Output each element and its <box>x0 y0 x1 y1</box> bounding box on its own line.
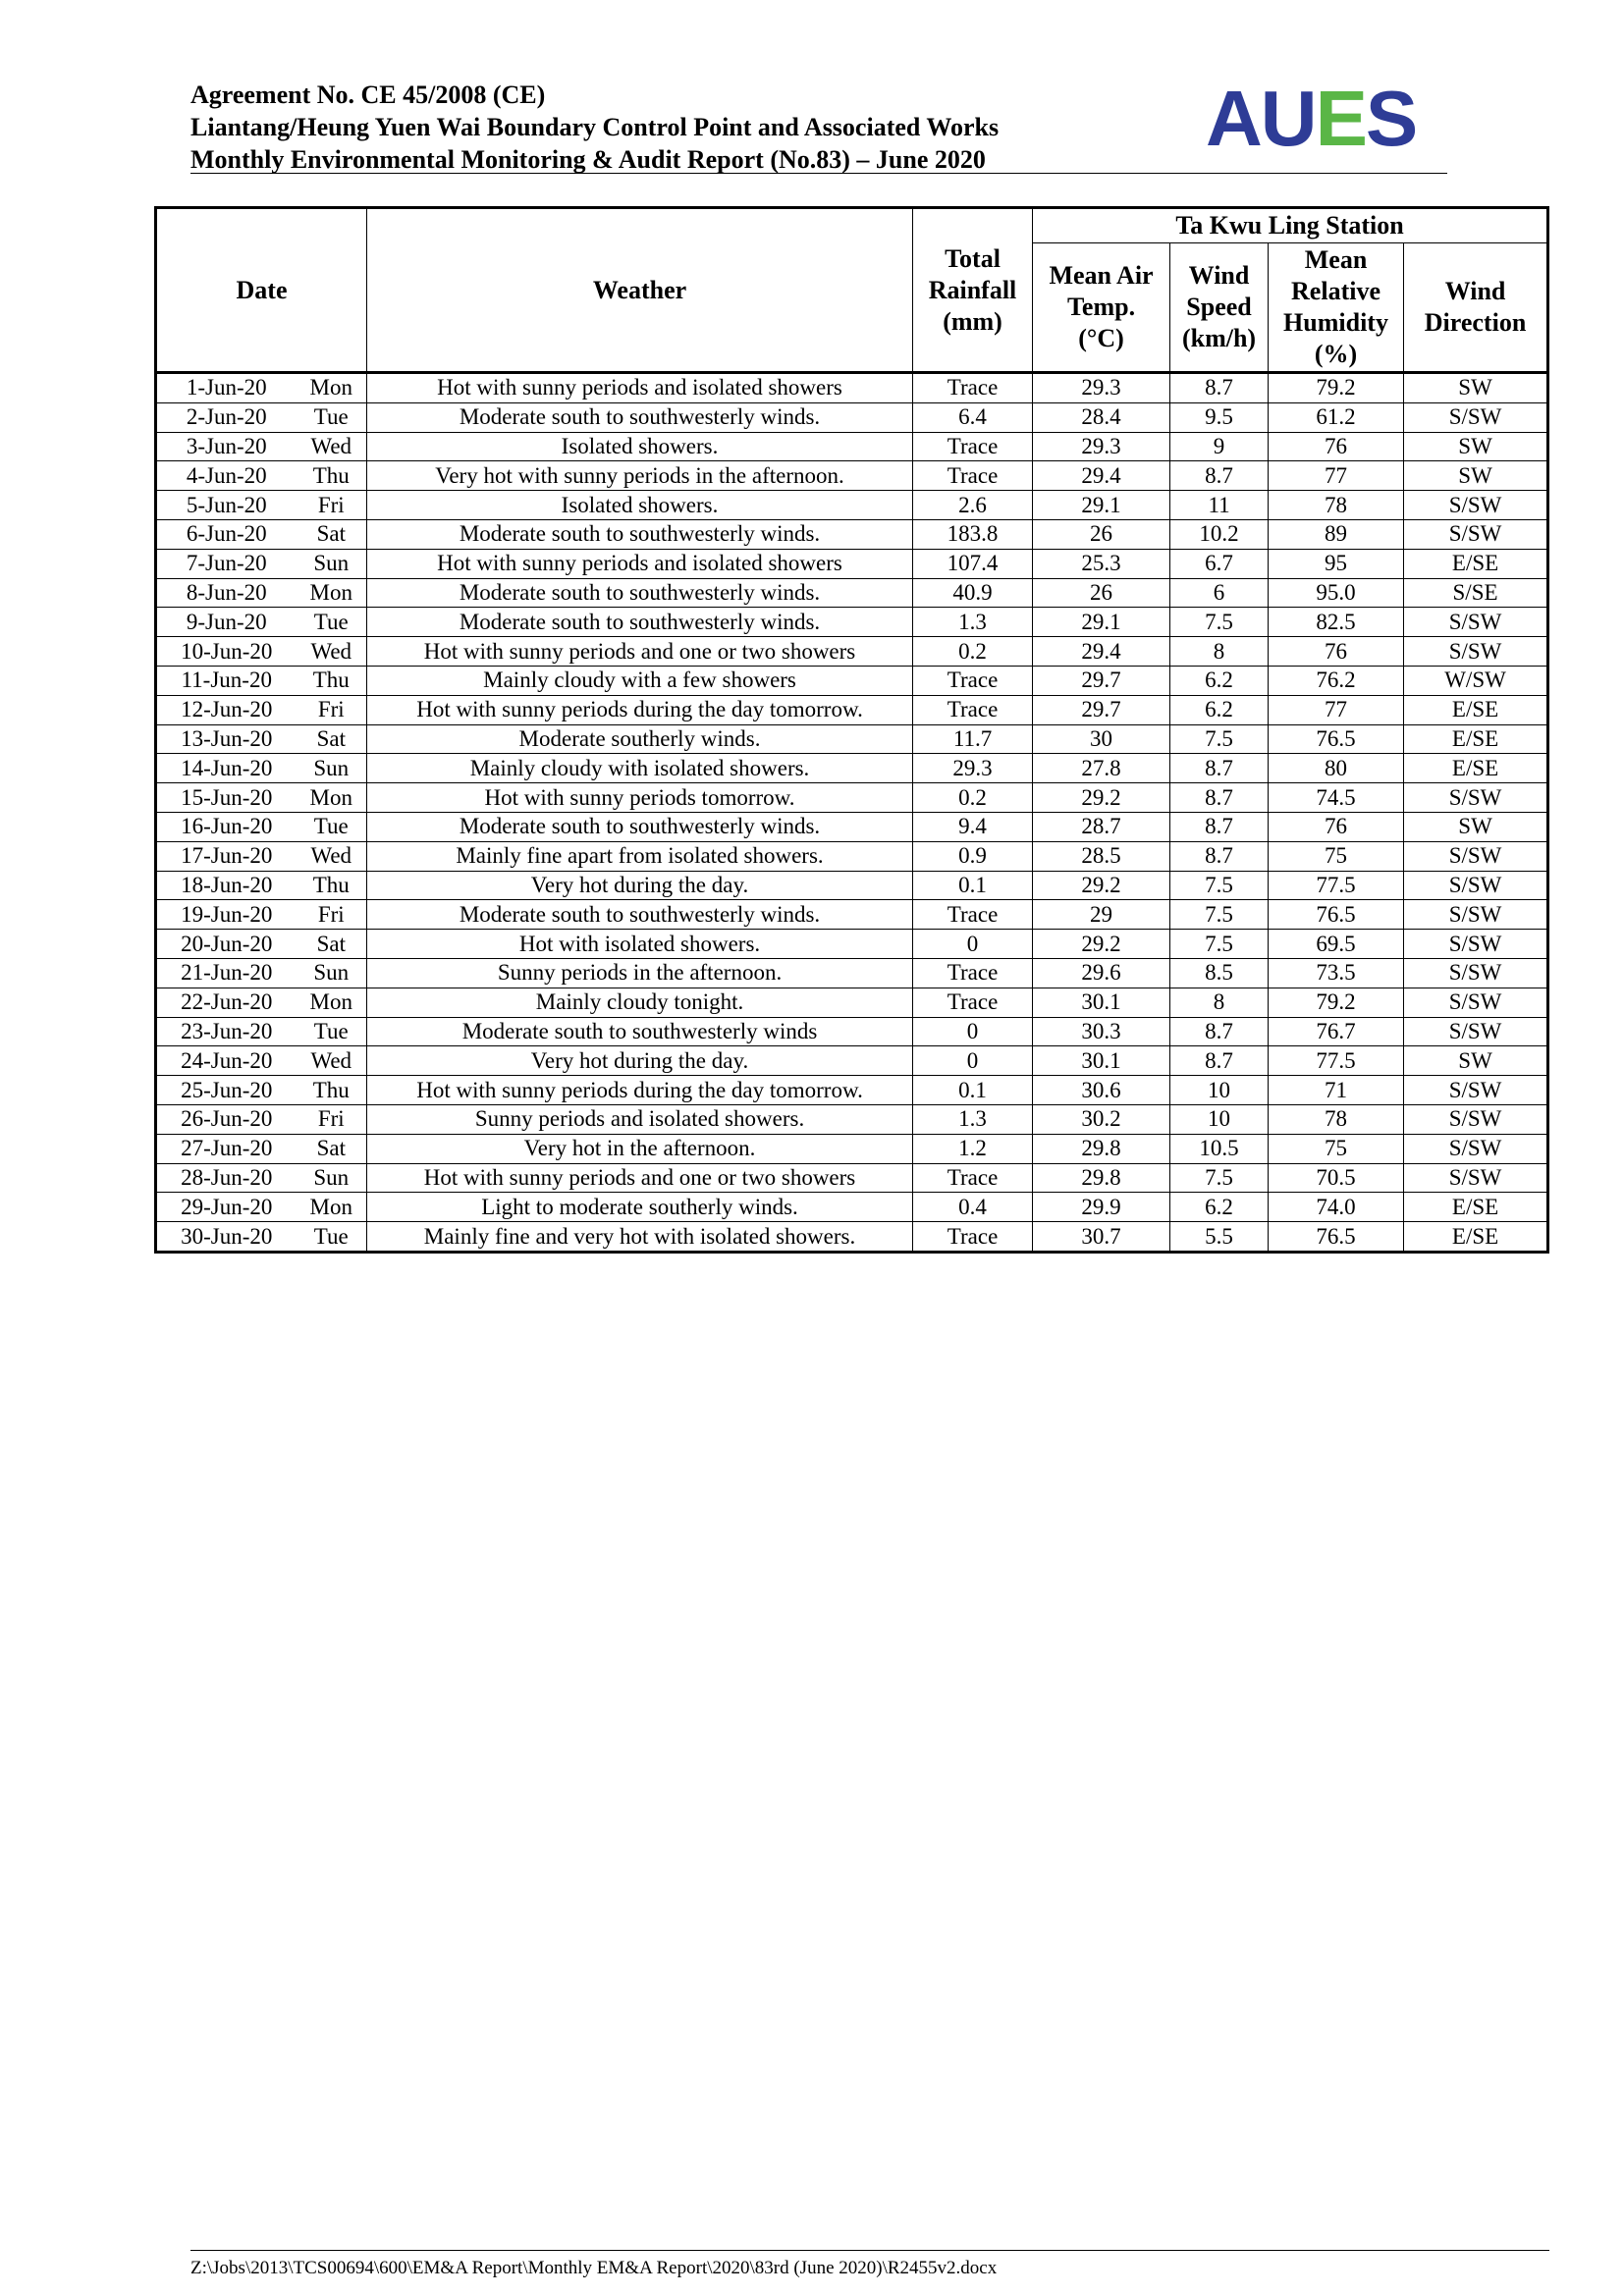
wind-speed-cell: 10.5 <box>1170 1134 1269 1163</box>
rainfall-cell: Trace <box>913 988 1033 1017</box>
humidity-cell: 78 <box>1269 1104 1404 1134</box>
wind-direction-cell: S/SW <box>1404 519 1548 549</box>
table-row <box>156 1134 1548 1163</box>
humidity-cell: 74.5 <box>1269 783 1404 813</box>
rainfall-cell: 11.7 <box>913 724 1033 754</box>
weather-header: Weather <box>367 208 913 373</box>
table-row <box>156 578 1548 608</box>
wind-direction-cell: SW <box>1404 432 1548 461</box>
date-cell: 19-Jun-20 <box>156 900 297 930</box>
date-cell: 28-Jun-20 <box>156 1163 297 1193</box>
rainfall-cell: 6.4 <box>913 402 1033 432</box>
date-cell: 20-Jun-20 <box>156 930 297 959</box>
wind-speed-cell: 5.5 <box>1170 1222 1269 1253</box>
rainfall-cell: 183.8 <box>913 519 1033 549</box>
humidity-cell: 69.5 <box>1269 930 1404 959</box>
weather-cell: Moderate southerly winds. <box>367 724 913 754</box>
humidity-cell: 79.2 <box>1269 988 1404 1017</box>
rainfall-cell: 40.9 <box>913 578 1033 608</box>
weather-cell: Mainly cloudy with isolated showers. <box>367 754 913 783</box>
wind-direction-cell: SW <box>1404 1046 1548 1076</box>
table-row <box>156 1076 1548 1105</box>
temperature-cell: 29.2 <box>1033 930 1170 959</box>
date-cell: 25-Jun-20 <box>156 1076 297 1105</box>
date-cell: 11-Jun-20 <box>156 666 297 695</box>
wind-speed-cell: 7.5 <box>1170 871 1269 900</box>
temperature-cell: 30 <box>1033 724 1170 754</box>
table-row <box>156 812 1548 841</box>
date-cell: 10-Jun-20 <box>156 637 297 667</box>
humidity-cell: 77.5 <box>1269 1046 1404 1076</box>
wind-speed-cell: 8 <box>1170 988 1269 1017</box>
humidity-cell: 78 <box>1269 491 1404 520</box>
header-divider <box>190 173 1447 174</box>
aues-logo <box>1206 79 1441 157</box>
rainfall-cell: 1.2 <box>913 1134 1033 1163</box>
temperature-cell: 29.4 <box>1033 637 1170 667</box>
temperature-cell: 30.2 <box>1033 1104 1170 1134</box>
date-cell: 16-Jun-20 <box>156 812 297 841</box>
humidity-cell: 76 <box>1269 432 1404 461</box>
rainfall-cell: 0.2 <box>913 783 1033 813</box>
date-cell: 23-Jun-20 <box>156 1017 297 1046</box>
temperature-cell: 28.7 <box>1033 812 1170 841</box>
table-row <box>156 373 1548 403</box>
weather-cell: Moderate south to southwesterly winds. <box>367 578 913 608</box>
weather-cell: Hot with sunny periods and one or two showers <box>367 1163 913 1193</box>
wind-direction-cell: E/SE <box>1404 724 1548 754</box>
weather-cell: Moderate south to southwesterly winds. <box>367 519 913 549</box>
table-row <box>156 402 1548 432</box>
weather-cell: Sunny periods and isolated showers. <box>367 1104 913 1134</box>
weather-cell: Isolated showers. <box>367 432 913 461</box>
table-row <box>156 871 1548 900</box>
rainfall-cell: 1.3 <box>913 1104 1033 1134</box>
day-cell: Tue <box>297 1017 367 1046</box>
rainfall-cell: 0 <box>913 930 1033 959</box>
humidity-cell: 89 <box>1269 519 1404 549</box>
wind-direction-cell: E/SE <box>1404 1193 1548 1222</box>
wind-speed-cell: 11 <box>1170 491 1269 520</box>
humidity-cell: 79.2 <box>1269 373 1404 403</box>
temperature-cell: 29.2 <box>1033 783 1170 813</box>
humidity-cell: 73.5 <box>1269 958 1404 988</box>
temperature-cell: 29.8 <box>1033 1163 1170 1193</box>
day-cell: Sat <box>297 930 367 959</box>
wind-speed-cell: 9 <box>1170 432 1269 461</box>
humidity-cell: 61.2 <box>1269 402 1404 432</box>
date-cell: 26-Jun-20 <box>156 1104 297 1134</box>
humidity-cell: 76.2 <box>1269 666 1404 695</box>
date-cell: 30-Jun-20 <box>156 1222 297 1253</box>
wind-speed-cell: 8.7 <box>1170 373 1269 403</box>
wind-direction-cell: E/SE <box>1404 549 1548 578</box>
humidity-cell: 74.0 <box>1269 1193 1404 1222</box>
temperature-cell: 28.4 <box>1033 402 1170 432</box>
temperature-cell: 29.8 <box>1033 1134 1170 1163</box>
date-cell: 1-Jun-20 <box>156 373 297 403</box>
table-row <box>156 1017 1548 1046</box>
rainfall-cell: 0.2 <box>913 637 1033 667</box>
weather-cell: Mainly fine apart from isolated showers. <box>367 841 913 871</box>
wind-speed-cell: 8.7 <box>1170 841 1269 871</box>
date-cell: 7-Jun-20 <box>156 549 297 578</box>
wind-direction-cell: E/SE <box>1404 754 1548 783</box>
wind-direction-cell: S/SW <box>1404 608 1548 637</box>
wind-speed-cell: 7.5 <box>1170 1163 1269 1193</box>
day-cell: Tue <box>297 812 367 841</box>
date-header: Date <box>156 208 367 373</box>
rainfall-cell: Trace <box>913 958 1033 988</box>
date-cell: 22-Jun-20 <box>156 988 297 1017</box>
weather-cell: Mainly fine and very hot with isolated showers. <box>367 1222 913 1253</box>
table-row <box>156 549 1548 578</box>
wind-speed-cell: 8.7 <box>1170 754 1269 783</box>
day-cell: Thu <box>297 666 367 695</box>
day-cell: Sun <box>297 754 367 783</box>
wind-direction-cell: S/SW <box>1404 637 1548 667</box>
rainfall-cell: 2.6 <box>913 491 1033 520</box>
date-cell: 2-Jun-20 <box>156 402 297 432</box>
humidity-cell: 82.5 <box>1269 608 1404 637</box>
footer-divider <box>190 2250 1549 2251</box>
rainfall-cell: 0.4 <box>913 1193 1033 1222</box>
date-cell: 6-Jun-20 <box>156 519 297 549</box>
temperature-cell: 29.7 <box>1033 666 1170 695</box>
wind-direction-cell: S/SW <box>1404 930 1548 959</box>
temperature-cell: 30.1 <box>1033 988 1170 1017</box>
rainfall-cell: Trace <box>913 373 1033 403</box>
temperature-cell: 26 <box>1033 578 1170 608</box>
temperature-cell: 25.3 <box>1033 549 1170 578</box>
day-cell: Mon <box>297 988 367 1017</box>
weather-cell: Sunny periods in the afternoon. <box>367 958 913 988</box>
svg-text:AUES <box>1206 79 1416 157</box>
wind-direction-cell: S/SW <box>1404 988 1548 1017</box>
wind-speed-cell: 7.5 <box>1170 724 1269 754</box>
rainfall-cell: Trace <box>913 666 1033 695</box>
weather-cell: Mainly cloudy tonight. <box>367 988 913 1017</box>
rainfall-cell: Trace <box>913 461 1033 491</box>
wind-speed-cell: 8.7 <box>1170 1046 1269 1076</box>
table-row <box>156 900 1548 930</box>
temperature-cell: 30.1 <box>1033 1046 1170 1076</box>
rainfall-cell: 0 <box>913 1017 1033 1046</box>
logo-letter-u: U <box>1260 79 1316 157</box>
rainfall-header: Total Rainfall (mm) <box>913 208 1033 373</box>
date-cell: 27-Jun-20 <box>156 1134 297 1163</box>
temperature-cell: 29.3 <box>1033 432 1170 461</box>
day-cell: Mon <box>297 1193 367 1222</box>
humidity-cell: 76.5 <box>1269 900 1404 930</box>
wind-speed-cell: 7.5 <box>1170 608 1269 637</box>
wind-speed-cell: 10.2 <box>1170 519 1269 549</box>
wind-speed-cell: 8.7 <box>1170 812 1269 841</box>
table-row <box>156 461 1548 491</box>
day-cell: Tue <box>297 402 367 432</box>
day-cell: Thu <box>297 1076 367 1105</box>
temperature-cell: 29.1 <box>1033 608 1170 637</box>
rainfall-cell: 0.1 <box>913 1076 1033 1105</box>
wind-direction-cell: S/SE <box>1404 578 1548 608</box>
rainfall-cell: 29.3 <box>913 754 1033 783</box>
file-path: Z:\Jobs\2013\TCS00694\600\EM&A Report\Monthly EM&A Report\2020\83rd (June 2020)\R2455v2.docx <box>190 2258 998 2278</box>
temperature-cell: 26 <box>1033 519 1170 549</box>
day-cell: Tue <box>297 608 367 637</box>
wind-speed-cell: 8.7 <box>1170 783 1269 813</box>
weather-cell: Hot with sunny periods and one or two showers <box>367 637 913 667</box>
wind-speed-cell: 8.5 <box>1170 958 1269 988</box>
table-row <box>156 432 1548 461</box>
weather-cell: Hot with isolated showers. <box>367 930 913 959</box>
rainfall-cell: 107.4 <box>913 549 1033 578</box>
day-cell: Mon <box>297 373 367 403</box>
temperature-cell: 29.1 <box>1033 491 1170 520</box>
day-cell: Mon <box>297 783 367 813</box>
table-row <box>156 491 1548 520</box>
table-row <box>156 1046 1548 1076</box>
temperature-cell: 29.2 <box>1033 871 1170 900</box>
wind-speed-header: Wind Speed (km/h) <box>1170 243 1269 373</box>
weather-cell: Hot with sunny periods and isolated showers <box>367 549 913 578</box>
weather-cell: Moderate south to southwesterly winds. <box>367 402 913 432</box>
date-cell: 4-Jun-20 <box>156 461 297 491</box>
rainfall-cell: 0.1 <box>913 871 1033 900</box>
weather-cell: Very hot with sunny periods in the afternoon. <box>367 461 913 491</box>
temperature-cell: 29.9 <box>1033 1193 1170 1222</box>
date-cell: 24-Jun-20 <box>156 1046 297 1076</box>
wind-direction-cell: S/SW <box>1404 402 1548 432</box>
weather-cell: Moderate south to southwesterly winds. <box>367 812 913 841</box>
wind-speed-cell: 6.7 <box>1170 549 1269 578</box>
wind-direction-cell: S/SW <box>1404 958 1548 988</box>
wind-speed-cell: 10 <box>1170 1104 1269 1134</box>
weather-cell: Hot with sunny periods tomorrow. <box>367 783 913 813</box>
humidity-cell: 95 <box>1269 549 1404 578</box>
date-cell: 29-Jun-20 <box>156 1193 297 1222</box>
wind-direction-cell: SW <box>1404 461 1548 491</box>
humidity-cell: 75 <box>1269 1134 1404 1163</box>
table-row <box>156 958 1548 988</box>
table-row <box>156 1222 1548 1253</box>
date-cell: 3-Jun-20 <box>156 432 297 461</box>
table-row <box>156 841 1548 871</box>
day-cell: Fri <box>297 491 367 520</box>
weather-cell: Moderate south to southwesterly winds. <box>367 608 913 637</box>
temperature-cell: 29.3 <box>1033 373 1170 403</box>
table-row <box>156 519 1548 549</box>
wind-direction-cell: S/SW <box>1404 491 1548 520</box>
humidity-cell: 80 <box>1269 754 1404 783</box>
date-cell: 14-Jun-20 <box>156 754 297 783</box>
humidity-cell: 71 <box>1269 1076 1404 1105</box>
table-row <box>156 754 1548 783</box>
wind-speed-cell: 6.2 <box>1170 695 1269 724</box>
rainfall-cell: 9.4 <box>913 812 1033 841</box>
day-cell: Thu <box>297 461 367 491</box>
wind-speed-cell: 9.5 <box>1170 402 1269 432</box>
temperature-cell: 30.7 <box>1033 1222 1170 1253</box>
table-row <box>156 783 1548 813</box>
day-cell: Sat <box>297 519 367 549</box>
wind-direction-cell: E/SE <box>1404 695 1548 724</box>
wind-direction-cell: E/SE <box>1404 1222 1548 1253</box>
date-cell: 13-Jun-20 <box>156 724 297 754</box>
humidity-cell: 77 <box>1269 695 1404 724</box>
rainfall-cell: 1.3 <box>913 608 1033 637</box>
date-cell: 9-Jun-20 <box>156 608 297 637</box>
weather-cell: Hot with sunny periods during the day tomorrow. <box>367 695 913 724</box>
humidity-cell: 76 <box>1269 637 1404 667</box>
rainfall-cell: 0 <box>913 1046 1033 1076</box>
date-cell: 18-Jun-20 <box>156 871 297 900</box>
humidity-cell: 76.7 <box>1269 1017 1404 1046</box>
date-cell: 15-Jun-20 <box>156 783 297 813</box>
wind-speed-cell: 8.7 <box>1170 1017 1269 1046</box>
wind-speed-cell: 7.5 <box>1170 900 1269 930</box>
weather-cell: Light to moderate southerly winds. <box>367 1193 913 1222</box>
table-row <box>156 1193 1548 1222</box>
rainfall-cell: Trace <box>913 695 1033 724</box>
wind-direction-cell: SW <box>1404 373 1548 403</box>
logo-letter-a: A <box>1206 79 1261 157</box>
temperature-cell: 27.8 <box>1033 754 1170 783</box>
weather-cell: Hot with sunny periods during the day tomorrow. <box>367 1076 913 1105</box>
day-cell: Wed <box>297 1046 367 1076</box>
humidity-cell: 76.5 <box>1269 1222 1404 1253</box>
weather-cell: Very hot during the day. <box>367 1046 913 1076</box>
weather-cell: Hot with sunny periods and isolated showers <box>367 373 913 403</box>
weather-cell: Moderate south to southwesterly winds. <box>367 900 913 930</box>
humidity-cell: 70.5 <box>1269 1163 1404 1193</box>
temperature-cell: 29.6 <box>1033 958 1170 988</box>
weather-table-body <box>156 373 1548 1253</box>
table-row <box>156 930 1548 959</box>
wind-speed-cell: 7.5 <box>1170 930 1269 959</box>
humidity-cell: 77.5 <box>1269 871 1404 900</box>
table-row <box>156 1163 1548 1193</box>
report-title: Monthly Environmental Monitoring & Audit Report (No.83) – June 2020 <box>190 145 986 174</box>
wind-direction-cell: S/SW <box>1404 1163 1548 1193</box>
temperature-cell: 29.7 <box>1033 695 1170 724</box>
temperature-cell: 29 <box>1033 900 1170 930</box>
table-row <box>156 1104 1548 1134</box>
wind-direction-cell: S/SW <box>1404 900 1548 930</box>
rainfall-cell: Trace <box>913 1222 1033 1253</box>
logo-letter-e: E <box>1315 79 1366 157</box>
wind-speed-cell: 6.2 <box>1170 666 1269 695</box>
table-row <box>156 695 1548 724</box>
weather-cell: Moderate south to southwesterly winds <box>367 1017 913 1046</box>
humidity-cell: 77 <box>1269 461 1404 491</box>
wind-speed-cell: 6.2 <box>1170 1193 1269 1222</box>
date-cell: 8-Jun-20 <box>156 578 297 608</box>
logo-letter-s: S <box>1365 79 1417 157</box>
day-cell: Tue <box>297 1222 367 1253</box>
station-header: Ta Kwu Ling Station <box>1033 208 1548 243</box>
weather-table <box>154 206 1549 1254</box>
humidity-cell: 76 <box>1269 812 1404 841</box>
day-cell: Wed <box>297 637 367 667</box>
weather-cell: Very hot during the day. <box>367 871 913 900</box>
day-cell: Sat <box>297 724 367 754</box>
humidity-header: Mean Relative Humidity (%) <box>1269 243 1404 373</box>
weather-cell: Isolated showers. <box>367 491 913 520</box>
table-row <box>156 666 1548 695</box>
rainfall-cell: Trace <box>913 900 1033 930</box>
wind-speed-cell: 10 <box>1170 1076 1269 1105</box>
table-row <box>156 637 1548 667</box>
table-row <box>156 988 1548 1017</box>
table-row <box>156 608 1548 637</box>
temperature-cell: 29.4 <box>1033 461 1170 491</box>
date-cell: 12-Jun-20 <box>156 695 297 724</box>
wind-speed-cell: 6 <box>1170 578 1269 608</box>
temperature-cell: 30.6 <box>1033 1076 1170 1105</box>
day-cell: Thu <box>297 871 367 900</box>
rainfall-cell: Trace <box>913 432 1033 461</box>
wind-direction-cell: S/SW <box>1404 1017 1548 1046</box>
wind-speed-cell: 8 <box>1170 637 1269 667</box>
agreement-number: Agreement No. CE 45/2008 (CE) <box>190 80 546 109</box>
wind-speed-cell: 8.7 <box>1170 461 1269 491</box>
date-cell: 21-Jun-20 <box>156 958 297 988</box>
day-cell: Sat <box>297 1134 367 1163</box>
wind-direction-cell: S/SW <box>1404 1076 1548 1105</box>
wind-direction-cell: SW <box>1404 812 1548 841</box>
temperature-cell: 28.5 <box>1033 841 1170 871</box>
humidity-cell: 76.5 <box>1269 724 1404 754</box>
temperature-header: Mean Air Temp. (°C) <box>1033 243 1170 373</box>
day-cell: Fri <box>297 695 367 724</box>
weather-cell: Very hot in the afternoon. <box>367 1134 913 1163</box>
day-cell: Sun <box>297 1163 367 1193</box>
day-cell: Fri <box>297 1104 367 1134</box>
rainfall-cell: 0.9 <box>913 841 1033 871</box>
day-cell: Sun <box>297 549 367 578</box>
wind-direction-cell: S/SW <box>1404 1134 1548 1163</box>
wind-direction-cell: S/SW <box>1404 871 1548 900</box>
date-cell: 17-Jun-20 <box>156 841 297 871</box>
wind-direction-cell: W/SW <box>1404 666 1548 695</box>
day-cell: Wed <box>297 432 367 461</box>
wind-direction-cell: S/SW <box>1404 783 1548 813</box>
rainfall-cell: Trace <box>913 1163 1033 1193</box>
table-row <box>156 724 1548 754</box>
wind-direction-cell: S/SW <box>1404 1104 1548 1134</box>
temperature-cell: 30.3 <box>1033 1017 1170 1046</box>
weather-cell: Mainly cloudy with a few showers <box>367 666 913 695</box>
project-title: Liantang/Heung Yuen Wai Boundary Control Point and Associated Works <box>190 113 1000 141</box>
day-cell: Fri <box>297 900 367 930</box>
day-cell: Mon <box>297 578 367 608</box>
date-cell: 5-Jun-20 <box>156 491 297 520</box>
day-cell: Wed <box>297 841 367 871</box>
day-cell: Sun <box>297 958 367 988</box>
humidity-cell: 75 <box>1269 841 1404 871</box>
wind-direction-header: Wind Direction <box>1404 243 1548 373</box>
wind-direction-cell: S/SW <box>1404 841 1548 871</box>
humidity-cell: 95.0 <box>1269 578 1404 608</box>
